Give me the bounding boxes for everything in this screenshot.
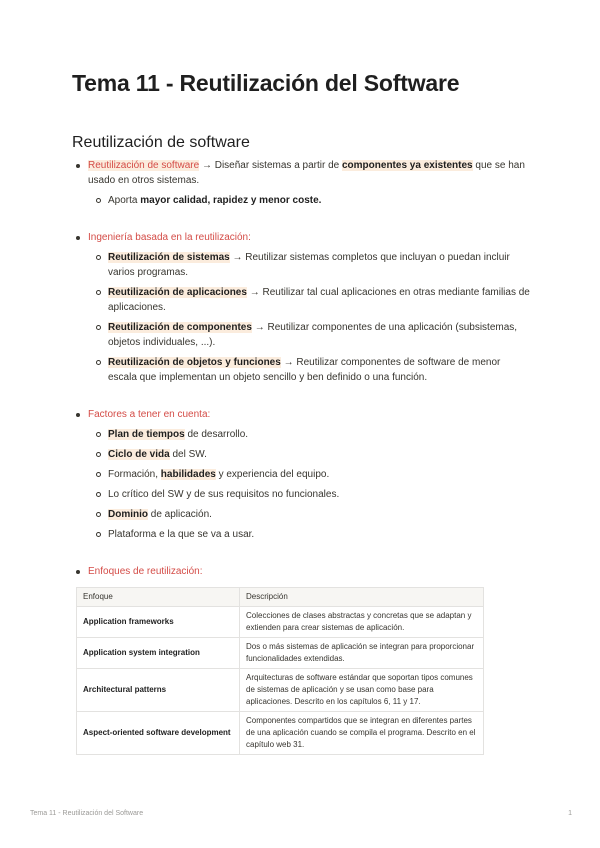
sub-item-text: Formación, — [108, 469, 161, 480]
sub-item-bold: Ciclo de vida — [108, 449, 170, 460]
sub-item-text: de aplicación. — [148, 509, 212, 520]
sub-item-text: Aporta — [108, 195, 141, 206]
table-cell: Aspect-oriented software development — [77, 712, 240, 755]
bullet-label: Factores a tener en cuenta: — [88, 409, 211, 420]
sub-list — [88, 193, 530, 208]
bullet-enfoques — [72, 564, 530, 579]
sub-item — [88, 427, 530, 442]
sub-item-text: y experiencia del equipo. — [215, 469, 330, 480]
table-row — [77, 669, 484, 712]
bullet-reutilizacion — [72, 158, 530, 208]
column-header: Descripción — [240, 588, 484, 607]
bullet-label: Enfoques de reutilización: — [88, 566, 203, 577]
table-cell: Application system integration — [77, 638, 240, 669]
sub-item — [88, 447, 530, 462]
sub-item-text: → Reutilizar tal cual aplicaciones en otras mediante familias de aplicaciones. — [108, 287, 530, 313]
sub-item-bold: Dominio — [108, 509, 148, 520]
sub-item — [88, 355, 530, 385]
footer-page-number: 1 — [568, 810, 572, 817]
column-header: Enfoque — [77, 588, 240, 607]
sub-item — [88, 527, 530, 542]
table-cell: Colecciones de clases abstractas y concretas que se adaptan y extienden para crear sistemas de aplicación. — [240, 607, 484, 638]
sub-item — [88, 250, 530, 280]
sub-item-bold: habilidades — [160, 469, 216, 480]
table-cell: Architectural patterns — [77, 669, 240, 712]
sub-item — [88, 320, 530, 350]
sub-list — [88, 250, 530, 385]
sub-item-bold: Plan de tiempos — [108, 429, 185, 440]
sub-item-term: Reutilización de aplicaciones — [108, 287, 247, 298]
bullet-label: Ingeniería basada en la reutilización: — [88, 232, 251, 243]
sub-item-text: → Reutilizar sistemas completos que incluyan o puedan incluir varios programas. — [108, 252, 510, 278]
sub-item-text: → Reutilizar componentes de software de menor escala que implementan un objeto sencillo y ben definido o una función. — [108, 357, 501, 383]
table-header-row — [77, 588, 484, 607]
sub-item-term: Reutilización de sistemas — [108, 252, 230, 263]
section-heading: Reutilización de software — [72, 134, 250, 151]
table-cell: Arquitecturas de software estándar que soportan tipos comunes de sistemas de aplicación y se usan como base para aplicaciones. Descrito en los capítulos 6, 11 y 17. — [240, 669, 484, 712]
sub-item — [88, 285, 530, 315]
sub-item — [88, 193, 530, 208]
sub-item-text: → Reutilizar componentes de una aplicación (subsistemas, objetos individuales, ...). — [108, 322, 518, 348]
sub-item-text: Plataforma e la que se va a usar. — [108, 529, 255, 540]
bullet-factores — [72, 407, 530, 542]
approaches-table — [76, 587, 484, 755]
page-title: Tema 11 - Reutilización del Software — [72, 70, 460, 96]
content — [72, 158, 530, 755]
sub-item — [88, 487, 530, 502]
sub-item-term: Reutilización de objetos y funciones — [108, 357, 281, 368]
table-cell: Componentes compartidos que se integran en diferentes partes de una aplicación cuando se compila el programa. Descrito en el capítulo web 31. — [240, 712, 484, 755]
bullet-label: Reutilización de software — [88, 160, 200, 171]
sub-item-bold: mayor calidad, rapidez y menor coste. — [140, 195, 322, 206]
footer-title: Tema 11 - Reutilización del Software — [30, 810, 144, 817]
highlight-text: componentes ya existentes — [342, 160, 473, 171]
table-row — [77, 638, 484, 669]
sub-item-term: Reutilización de componentes — [108, 322, 252, 333]
bullet-list — [72, 158, 530, 579]
sub-item-text: del SW. — [169, 449, 207, 460]
bullet-text: → Diseñar sistemas a partir de — [199, 160, 342, 171]
table-cell: Application frameworks — [77, 607, 240, 638]
sub-item — [88, 507, 530, 522]
bullet-text: que se han usado en otros sistemas. — [88, 160, 525, 186]
sub-item — [88, 467, 530, 482]
table-row — [77, 607, 484, 638]
sub-item-text: de desarrollo. — [184, 429, 249, 440]
table-cell: Dos o más sistemas de aplicación se integran para proporcionar funcionalidades extendidas. — [240, 638, 484, 669]
sub-item-text: Lo crítico del SW y de sus requisitos no funcionales. — [108, 489, 340, 500]
table-row — [77, 712, 484, 755]
sub-list — [88, 427, 530, 542]
bullet-ingenieria — [72, 230, 530, 385]
